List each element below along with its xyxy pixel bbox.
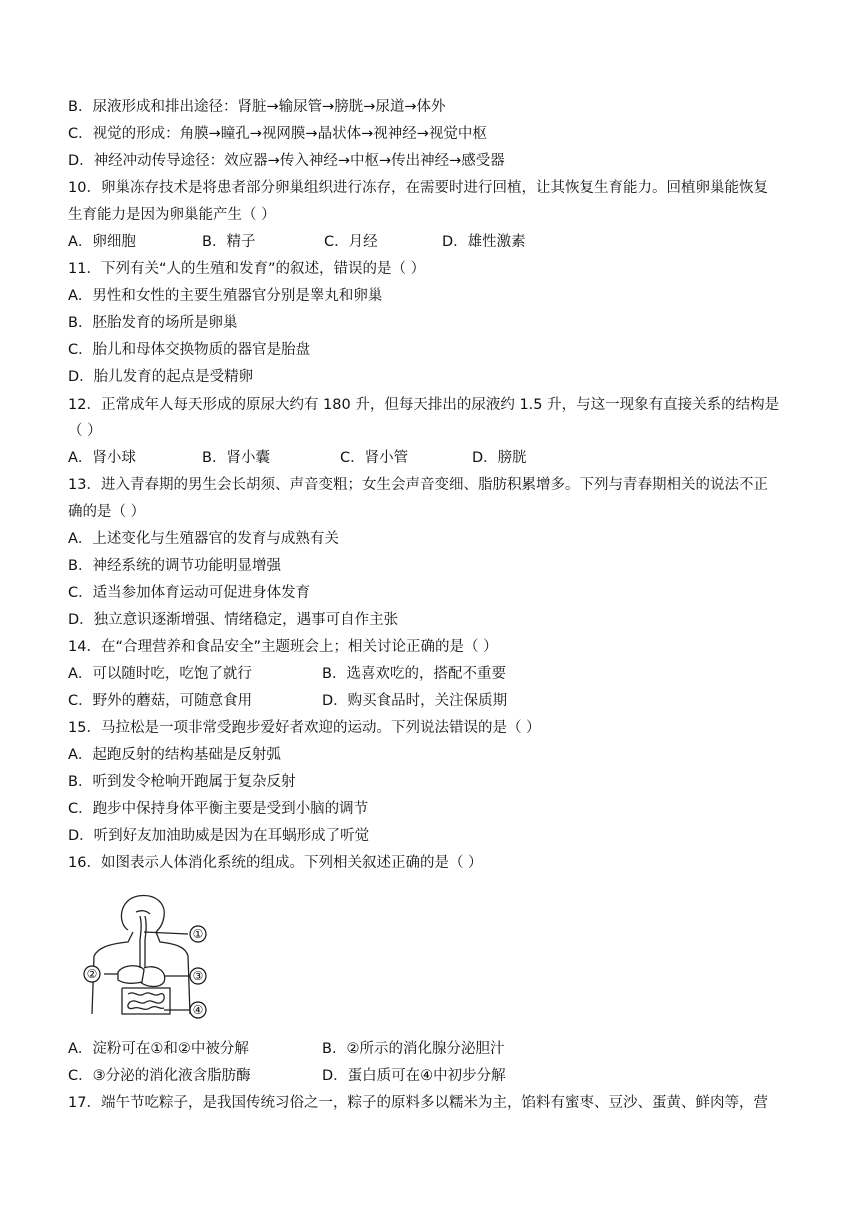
q13-option-b: B．神经系统的调节功能明显增强	[68, 558, 281, 574]
q11-option-d: D．胎儿发育的起点是受精卵	[68, 369, 254, 385]
q9-option-d: D．神经冲动传导途径：效应器→传入神经→中枢→传出神经→感受器	[68, 153, 505, 169]
q12-option-b: B．肾小囊	[202, 450, 270, 466]
q16-stem: 16．如图表示人体消化系统的组成。下列相关叙述正确的是（ ）	[68, 855, 483, 871]
q12-option-c: C．肾小管	[340, 450, 409, 466]
q16-option-c: C．③分泌的消化液含脂肪酶	[68, 1068, 251, 1084]
q12-stem-line1: 12．正常成年人每天形成的原尿大约有 180 升，但每天排出的尿液约 1.5 升，与这一现象有直接关系的结构是	[68, 397, 780, 413]
q10-option-b: B．精子	[202, 234, 256, 250]
q12-option-d: D．膀胱	[472, 450, 527, 466]
figure-label-3: ③	[192, 969, 204, 983]
q9-option-b: B．尿液形成和排出途径：肾脏→输尿管→膀胱→尿道→体外	[68, 99, 446, 115]
q10-stem-line1: 10．卵巢冻存技术是将患者部分卵巢组织进行冻存，在需要时进行回植，让其恢复生育能力。回植卵巢能恢复	[68, 180, 768, 196]
q12-option-a: A．肾小球	[68, 450, 136, 466]
q10-stem-line2: 生育能力是因为卵巢能产生（ ）	[68, 207, 276, 223]
q14-options-row2	[68, 688, 798, 714]
q11-option-c: C．胎儿和母体交换物质的器官是胎盘	[68, 342, 311, 358]
q14-option-c: C．野外的蘑菇，可随意食用	[68, 693, 253, 709]
q15-option-c: C．跑步中保持身体平衡主要是受到小脑的调节	[68, 801, 369, 817]
q16-option-b: B．②所示的消化腺分泌胆汁	[322, 1041, 505, 1057]
q9-option-c: C．视觉的形成：角膜→瞳孔→视网膜→晶状体→视神经→视觉中枢	[68, 126, 487, 142]
digestive-system-figure	[78, 890, 213, 1025]
q15-option-a: A．起跑反射的结构基础是反射弧	[68, 747, 281, 763]
q10-option-a: A．卵细胞	[68, 234, 136, 250]
q15-stem: 15．马拉松是一项非常受跑步爱好者欢迎的运动。下列说法错误的是（ ）	[68, 720, 541, 736]
q16-option-d: D．蛋白质可在④中初步分解	[322, 1068, 506, 1084]
q12-options-row	[68, 445, 798, 471]
digestive-system-diagram	[78, 890, 213, 1025]
q14-option-d: D．购买食品时，关注保质期	[322, 693, 508, 709]
q14-options-row1	[68, 661, 798, 687]
q14-stem: 14．在“合理营养和食品安全”主题班会上；相关讨论正确的是（ ）	[68, 639, 498, 655]
q16-options-row1	[68, 1036, 798, 1062]
q14-option-a: A．可以随时吃，吃饱了就行	[68, 666, 252, 682]
body-outline	[92, 896, 190, 1014]
q15-option-d: D．听到好友加油助威是因为在耳蜗形成了听觉	[68, 828, 370, 844]
q11-option-a: A．男性和女性的主要生殖器官分别是睾丸和卵巢	[68, 288, 383, 304]
q11-option-b: B．胚胎发育的场所是卵巢	[68, 315, 238, 331]
q13-stem-line2: 确的是（ ）	[68, 504, 146, 520]
q13-option-d: D．独立意识逐渐增强、情绪稳定，遇事可自作主张	[68, 612, 399, 628]
q16-option-a: A．淀粉可在①和②中被分解	[68, 1041, 249, 1057]
q14-option-b: B．选喜欢吃的，搭配不重要	[322, 666, 506, 682]
q13-stem-line1: 13．进入青春期的男生会长胡须、声音变粗；女生会声音变细、脂肪积累增多。下列与青春期相关的说法不正	[68, 477, 768, 493]
q17-stem-line1: 17．端午节吃粽子，是我国传统习俗之一，粽子的原料多以糯米为主，馅料有蜜枣、豆沙、蛋黄、鲜肉等，营	[68, 1095, 768, 1111]
q13-option-a: A．上述变化与生殖器官的发育与成熟有关	[68, 531, 339, 547]
q12-stem-line2: （ ）	[68, 423, 102, 439]
q13-option-c: C．适当参加体育运动可促进身体发育	[68, 585, 311, 601]
q16-options-row2	[68, 1063, 798, 1089]
q11-stem: 11．下列有关“人的生殖和发育”的叙述，错误的是（ ）	[68, 261, 426, 277]
q10-option-d: D．雄性激素	[442, 234, 526, 250]
figure-label-1: ①	[192, 927, 204, 941]
figure-label-2: ②	[86, 967, 98, 981]
figure-label-4: ④	[192, 1003, 204, 1017]
q15-option-b: B．听到发令枪响开跑属于复杂反射	[68, 774, 296, 790]
q10-options-row	[68, 229, 798, 255]
q10-option-c: C．月经	[324, 234, 378, 250]
